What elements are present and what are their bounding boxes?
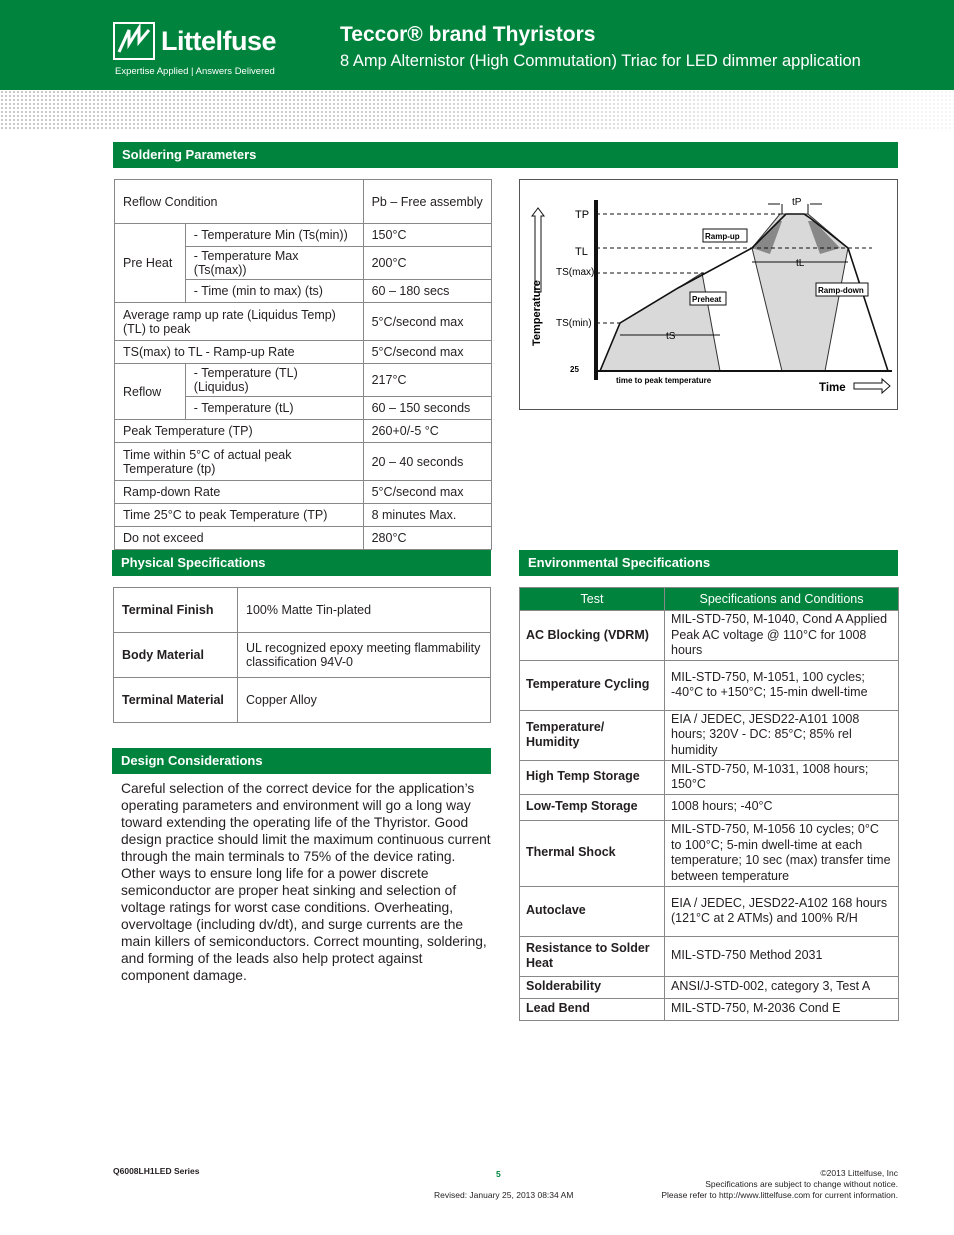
rampup-label: Ramp-up <box>705 232 740 241</box>
table-cell: 5°C/second max <box>363 481 491 504</box>
env-spec: MIL-STD-750, M-2036 Cond E <box>665 998 899 1020</box>
table-row <box>114 678 491 723</box>
table-row <box>520 820 899 886</box>
tl-duration-label: tL <box>796 258 805 269</box>
table-row <box>520 976 899 998</box>
section-soldering-parameters: Soldering Parameters <box>113 142 898 168</box>
env-test: High Temp Storage <box>520 760 665 794</box>
table-cell: 20 – 40 seconds <box>363 443 491 481</box>
y-axis-label: Temperature <box>531 280 543 346</box>
physical-value: UL recognized epoxy meeting flammability classification 94V-0 <box>238 633 491 678</box>
env-spec: MIL-STD-750, M-1040, Cond A Applied Peak AC voltage @ 110°C for 1008 hours <box>665 611 899 661</box>
env-spec: EIA / JEDEC, JESD22-A102 168 hours (121°C at 2 ATMs) and 100% R/H <box>665 886 899 936</box>
table-cell: 60 – 150 seconds <box>363 397 491 420</box>
table-cell: Ramp-down Rate <box>115 481 364 504</box>
env-test: Temperature/ Humidity <box>520 710 665 760</box>
env-spec: MIL-STD-750, M-1051, 100 cycles; -40°C to +150°C; 15-min dwell-time <box>665 660 899 710</box>
page-subtitle: 8 Amp Alternistor (High Commutation) Triac for LED dimmer application <box>340 52 861 70</box>
table-cell: 200°C <box>363 247 491 280</box>
soldering-table <box>114 179 492 550</box>
table-row <box>520 794 899 820</box>
table-cell: - Temperature Max (Ts(max)) <box>185 247 363 280</box>
table-cell: 150°C <box>363 224 491 247</box>
table-cell: Time within 5°C of actual peak Temperature (tp) <box>115 443 364 481</box>
physical-spec-table <box>113 587 491 723</box>
table-cell: Reflow <box>115 364 186 420</box>
reflow-profile-chart <box>519 179 898 410</box>
env-test: Lead Bend <box>520 998 665 1020</box>
section-design-considerations: Design Considerations <box>112 748 491 774</box>
table-cell: Do not exceed <box>115 527 364 550</box>
tl-label: TL <box>575 246 588 258</box>
table-cell: Time 25°C to peak Temperature (TP) <box>115 504 364 527</box>
env-spec: EIA / JEDEC, JESD22-A101 1008 hours; 320V - DC: 85°C; 85% rel humidity <box>665 710 899 760</box>
rampdown-label: Ramp-down <box>818 286 864 295</box>
tp-label: TP <box>575 209 590 221</box>
footer-series: Q6008LH1LED Series <box>113 1166 200 1176</box>
tsmax-label: TS(max) <box>556 267 595 278</box>
footer-copyright: ©2013 Littelfuse, Inc <box>820 1168 898 1178</box>
table-cell: Pre Heat <box>115 224 186 303</box>
env-test: Low-Temp Storage <box>520 794 665 820</box>
page-header <box>0 0 954 90</box>
column-header-test: Test <box>520 588 665 611</box>
table-row <box>520 611 899 661</box>
env-test: Solderability <box>520 976 665 998</box>
preheat-label: Preheat <box>692 295 722 304</box>
table-cell: 60 – 180 secs <box>363 280 491 303</box>
section-environmental-specifications: Environmental Specifications <box>519 550 898 576</box>
table-row <box>520 998 899 1020</box>
footer-notice: Specifications are subject to change without notice. <box>705 1179 898 1189</box>
table-cell: - Temperature (TL) (Liquidus) <box>185 364 363 397</box>
env-test: Resistance to Solder Heat <box>520 936 665 976</box>
column-header-spec: Specifications and Conditions <box>665 588 899 611</box>
time-to-peak-label: time to peak temperature <box>616 376 712 385</box>
env-test: Thermal Shock <box>520 820 665 886</box>
environmental-spec-table <box>519 587 899 1021</box>
physical-label: Body Material <box>114 633 238 678</box>
physical-label: Terminal Finish <box>114 588 238 633</box>
env-spec: 1008 hours; -40°C <box>665 794 899 820</box>
table-cell: - Time (min to max) (ts) <box>185 280 363 303</box>
ts-duration-label: tS <box>666 331 676 342</box>
footer-page-number: 5 <box>496 1169 501 1179</box>
preheat-region <box>600 273 720 371</box>
table-cell: - Temperature Min (Ts(min)) <box>185 224 363 247</box>
env-spec: MIL-STD-750 Method 2031 <box>665 936 899 976</box>
section-physical-specifications: Physical Specifications <box>112 550 491 576</box>
env-test: Autoclave <box>520 886 665 936</box>
table-cell: - Temperature (tL) <box>185 397 363 420</box>
table-row <box>114 633 491 678</box>
table-row <box>520 660 899 710</box>
table-cell: 5°C/second max <box>363 341 491 364</box>
tp-duration-label: tP <box>792 197 802 208</box>
table-cell: Pb – Free assembly <box>363 180 491 224</box>
table-cell: 260+0/-5 °C <box>363 420 491 443</box>
table-cell: 217°C <box>363 364 491 397</box>
table-row <box>520 886 899 936</box>
env-test: AC Blocking (VDRM) <box>520 611 665 661</box>
design-considerations-text: Careful selection of the correct device for the application’s operating parameters and environment will go a long way toward extending the operating life of the Thyristor. Good design practice should limit the maximum continuous current through the main terminals to 75% of the device rating. Other ways to ensure long life for a power discrete semiconductor are proper heat sinking and selection of voltage ratings for worst case conditions. Overheating, overvoltage (including dv/dt), and surge currents are the main killers of semiconductors. Correct mounting, soldering, and forming of the leads also help protect against component damage. <box>121 781 491 983</box>
x-axis-label: Time <box>819 382 846 394</box>
table-cell: 280°C <box>363 527 491 550</box>
env-spec: MIL-STD-750, M-1056 10 cycles; 0°C to 100°C; 5-min dwell-time at each temperature; 10 sec (max) transfer time between temperature <box>665 820 899 886</box>
page-title: Teccor® brand Thyristors <box>340 23 596 46</box>
logo-tagline: Expertise Applied | Answers Delivered <box>115 66 275 77</box>
table-cell: Reflow Condition <box>115 180 364 224</box>
env-spec: ANSI/J-STD-002, category 3, Test A <box>665 976 899 998</box>
footer-revised: Revised: January 25, 2013 08:34 AM <box>434 1190 574 1200</box>
littelfuse-logo <box>113 22 283 82</box>
y-axis-arrow-icon <box>532 208 544 292</box>
table-row <box>520 760 899 794</box>
table-row <box>114 588 491 633</box>
littelfuse-logo-icon <box>113 22 155 60</box>
table-cell: Average ramp up rate (Liquidus Temp) (TL) to peak <box>115 303 364 341</box>
footer-notice-url: Please refer to http://www.littelfuse.com for current information. <box>661 1190 898 1200</box>
env-test: Temperature Cycling <box>520 660 665 710</box>
table-row <box>520 710 899 760</box>
table-row <box>520 936 899 976</box>
env-spec: MIL-STD-750, M-1031, 1008 hours; 150°C <box>665 760 899 794</box>
table-cell: 5°C/second max <box>363 303 491 341</box>
physical-value: Copper Alloy <box>238 678 491 723</box>
physical-label: Terminal Material <box>114 678 238 723</box>
table-cell: 8 minutes Max. <box>363 504 491 527</box>
table-cell: TS(max) to TL - Ramp-up Rate <box>115 341 364 364</box>
physical-value: 100% Matte Tin-plated <box>238 588 491 633</box>
time-arrow-icon <box>854 379 890 393</box>
logo-wordmark: Littelfuse <box>161 26 277 56</box>
tsmin-label: TS(min) <box>556 318 592 329</box>
t25-label: 25 <box>570 365 579 374</box>
table-cell: Peak Temperature (TP) <box>115 420 364 443</box>
